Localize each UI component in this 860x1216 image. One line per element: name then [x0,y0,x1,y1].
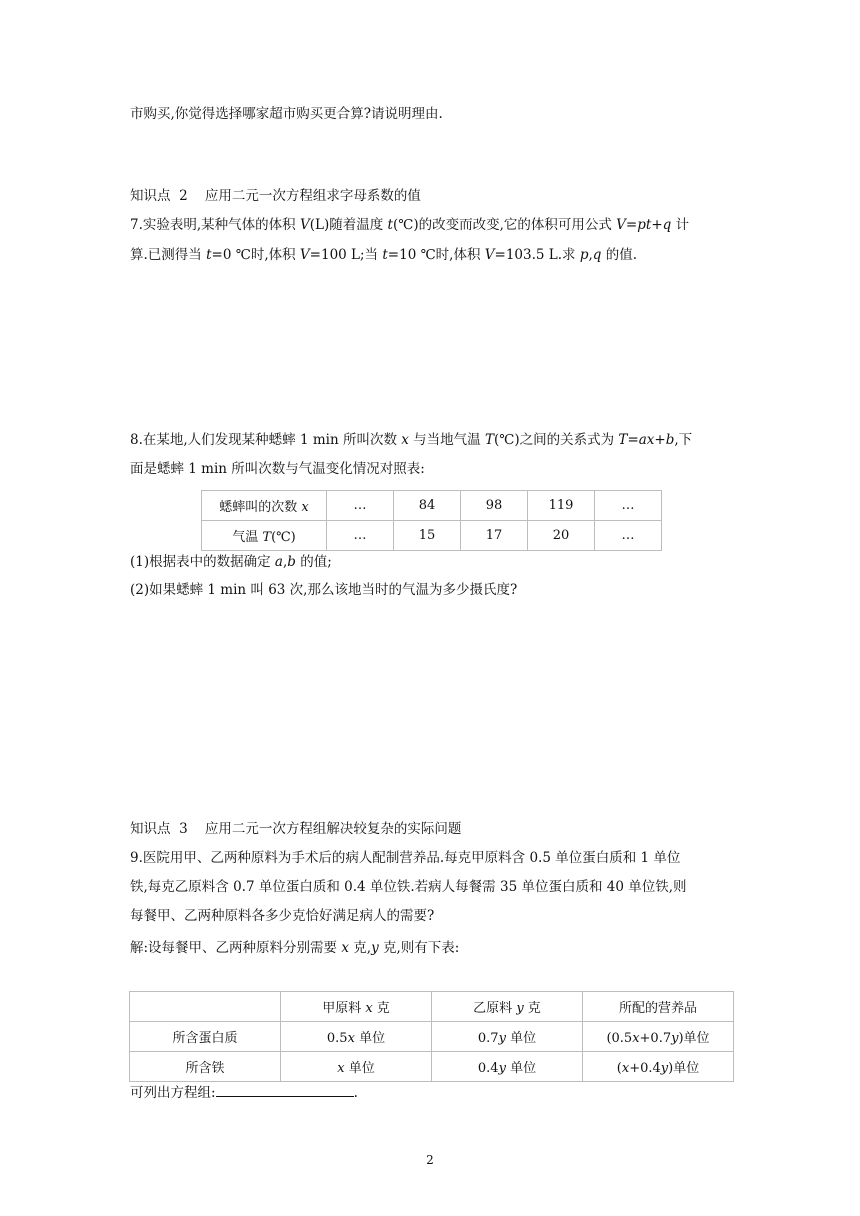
var-V: V [299,247,310,263]
table-cell: 17 [461,521,528,551]
var-q: q [662,217,672,233]
var-t: t [387,217,393,233]
text: 与当地气温 [408,432,485,448]
table-header-row [130,992,734,1022]
text: 8.在某地,人们发现某种蟋蟀 1 min 所叫次数 [130,432,402,448]
var-T: T [484,432,494,448]
var-q: q [592,247,602,263]
var-p: p [579,247,589,263]
answer-blank[interactable] [216,1082,354,1097]
table-cell [130,992,281,1022]
table-cell: (0.5x+0.7y)单位 [583,1022,734,1052]
text: 7.实验表明,某种气体的体积 [130,217,300,233]
table-cell: 84 [394,491,461,521]
column-header: 乙原料 y 克 [432,992,583,1022]
text: , [588,247,593,263]
question-8-sub-1: (1)根据表中的数据确定 a,b 的值; [130,554,332,570]
text: (℃)的改变而改变,它的体积可用公式 [392,217,617,233]
table-cell: 0.7y 单位 [432,1022,583,1052]
table-cell: x 单位 [281,1052,432,1082]
table-cell: 119 [528,491,595,521]
text: (℃)之间的关系式为 [493,432,619,448]
var-pt: pt [637,217,652,233]
table-row [130,1052,734,1082]
section-heading-3: 知识点 3 应用二元一次方程组解决较复杂的实际问题 [130,821,462,837]
text: =103.5 L.求 [494,247,580,263]
equation-prompt: 可列出方程组: [130,1085,216,1101]
question-9-line-4: 解:设每餐甲、乙两种原料分别需要 x 克,y 克,则有下表: [130,940,460,956]
var-V: V [616,217,626,233]
page-number: 2 [426,1153,434,1167]
cricket-temperature-table [201,490,662,551]
table-cell: … [595,521,662,551]
text: 计 [671,217,690,233]
text: + [651,217,663,233]
table-cell: (x+0.4y)单位 [583,1052,734,1082]
text: =100 L;当 [309,247,383,263]
table-cell: 15 [394,521,461,551]
problem-6-continuation: 市购买,你觉得选择哪家超市购买更合算?请说明理由. [130,106,443,122]
text: = [627,432,639,448]
text: (L)随着温度 [309,217,388,233]
table-row [202,491,662,521]
table-cell: 20 [528,521,595,551]
row-header: 气温 T(℃) [202,521,327,551]
text: 算.已测得当 [130,247,207,263]
table-cell: … [327,521,394,551]
row-header: 蟋蟀叫的次数 x [202,491,327,521]
question-8-line-2: 面是蟋蟀 1 min 所叫次数与气温变化情况对照表: [130,461,425,477]
column-header: 所配的营养品 [583,992,734,1022]
question-8-line-1 [130,430,692,450]
text: = [625,217,638,233]
table-row [202,521,662,551]
text: =0 ℃时,体积 [211,247,300,263]
var-b: b [665,432,675,448]
table-row [130,1022,734,1052]
row-header: 所含蛋白质 [130,1022,281,1052]
table-cell: 0.5x 单位 [281,1022,432,1052]
period: . [353,1085,358,1101]
text: ,下 [674,432,693,448]
table-cell: 0.4y 单位 [432,1052,583,1082]
text: + [654,432,666,448]
var-T: T [618,432,628,448]
question-9-line-3: 每餐甲、乙两种原料各多少克恰好满足病人的需要? [130,908,435,924]
table-cell: 98 [461,491,528,521]
column-header: 甲原料 x 克 [281,992,432,1022]
nutrition-table [129,991,734,1082]
var-t: t [382,247,388,263]
question-9-line-1: 9.医院用甲、乙两种原料为手术后的病人配制营养品.每克甲原料含 0.5 单位蛋白质和 1 单位 [130,850,681,866]
table-cell: … [595,491,662,521]
text: 的值. [601,247,638,263]
var-ax: ax [638,432,655,448]
question-7-line-1 [130,215,689,235]
question-9-line-2: 铁,每克乙原料含 0.7 单位蛋白质和 0.4 单位铁.若病人每餐需 35 单位蛋白质和 40 单位铁,则 [130,879,687,895]
text: =10 ℃时,体积 [387,247,485,263]
equation-prompt-line [130,1082,358,1103]
row-header: 所含铁 [130,1052,281,1082]
var-V: V [484,247,495,263]
var-x: x [401,432,409,448]
question-8-sub-2: (2)如果蟋蟀 1 min 叫 63 次,那么该地当时的气温为多少摄氏度? [130,582,518,598]
section-heading-2: 知识点 2 应用二元一次方程组求字母系数的值 [130,188,421,204]
table-cell: … [327,491,394,521]
question-7-line-2 [130,245,637,265]
var-V: V [299,217,310,233]
var-t: t [206,247,212,263]
